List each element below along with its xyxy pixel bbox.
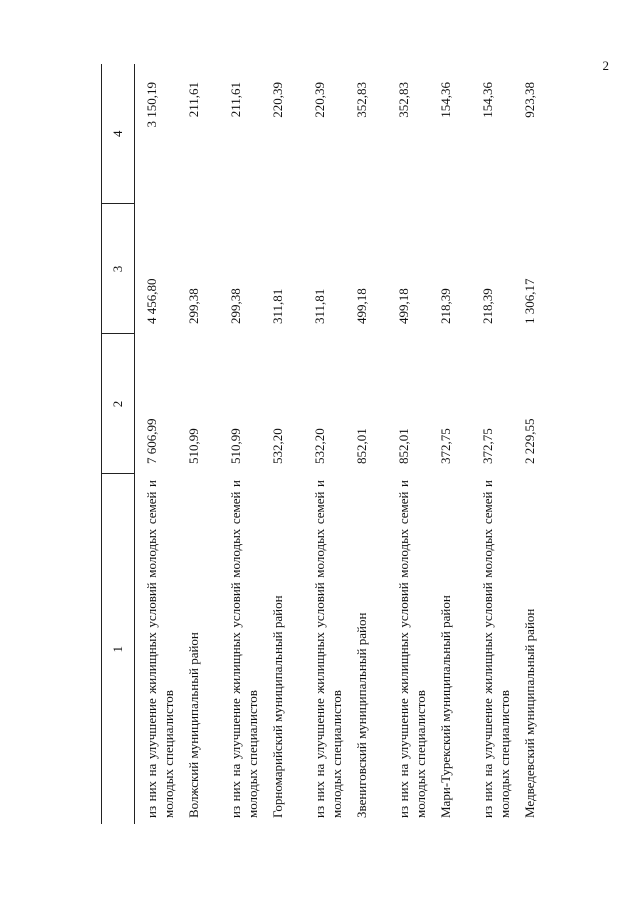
column-header-4: 4 <box>102 64 135 204</box>
row-value-col3: 311,81 <box>270 288 285 324</box>
table-row <box>353 64 395 824</box>
table-row <box>227 64 269 824</box>
row-name: из них на улучшение жилищных условий молодых семей и молодых специалистов <box>480 480 512 818</box>
row-value-col4: 3 150,19 <box>144 82 159 128</box>
column-header-1: 1 <box>102 474 135 824</box>
row-name: Звениговский муниципальный район <box>354 612 369 818</box>
row-name: Волжский муниципальный район <box>186 632 201 818</box>
column-header-3: 3 <box>102 204 135 334</box>
row-value-col2: 532,20 <box>312 428 327 464</box>
row-value-col4: 352,83 <box>354 82 369 118</box>
row-value-col3: 499,18 <box>396 288 411 324</box>
row-value-col2: 852,01 <box>354 428 369 464</box>
row-value-col2: 510,99 <box>186 428 201 464</box>
row-value-col4: 154,36 <box>480 82 495 118</box>
row-value-col3: 218,39 <box>480 288 495 324</box>
row-value-col4: 220,39 <box>270 82 285 118</box>
row-name: из них на улучшение жилищных условий молодых семей и молодых специалистов <box>396 480 428 818</box>
row-value-col3: 218,39 <box>438 288 453 324</box>
table-row <box>395 64 437 824</box>
header-row <box>102 64 135 824</box>
table-row <box>437 64 479 824</box>
row-value-col3: 299,38 <box>228 288 243 324</box>
table-row <box>521 64 563 824</box>
row-name: из них на улучшение жилищных условий молодых семей и молодых специалистов <box>144 480 176 818</box>
row-value-col2: 510,99 <box>228 428 243 464</box>
funding-table <box>101 64 563 824</box>
row-value-col2: 7 606,99 <box>144 418 159 464</box>
row-value-col4: 211,61 <box>186 82 201 118</box>
row-name: Медведевский муниципальный район <box>522 608 537 818</box>
row-value-col2: 2 229,55 <box>522 418 537 464</box>
row-value-col3: 1 306,17 <box>522 278 537 324</box>
row-name: Горномарийский муниципальный район <box>270 595 285 818</box>
row-value-col2: 372,75 <box>438 428 453 464</box>
rotated-table-sheet <box>101 64 621 824</box>
row-name: из них на улучшение жилищных условий молодых семей и молодых специалистов <box>228 480 260 818</box>
table-row <box>185 64 227 824</box>
row-value-col2: 532,20 <box>270 428 285 464</box>
row-value-col3: 4 456,80 <box>144 278 159 324</box>
row-value-col4: 352,83 <box>396 82 411 118</box>
row-value-col4: 154,36 <box>438 82 453 118</box>
row-value-col4: 220,39 <box>312 82 327 118</box>
row-value-col2: 852,01 <box>396 428 411 464</box>
row-value-col3: 299,38 <box>186 288 201 324</box>
row-value-col2: 372,75 <box>480 428 495 464</box>
row-name: Мари-Турекский муниципальный район <box>438 595 453 818</box>
row-value-col4: 923,38 <box>522 82 537 118</box>
table-row <box>135 64 186 824</box>
table-row <box>311 64 353 824</box>
row-value-col3: 311,81 <box>312 288 327 324</box>
row-name: из них на улучшение жилищных условий молодых семей и молодых специалистов <box>312 480 344 818</box>
page-number: 2 <box>602 58 609 73</box>
row-value-col4: 211,61 <box>228 82 243 118</box>
table-row <box>269 64 311 824</box>
table-row <box>479 64 521 824</box>
row-value-col3: 499,18 <box>354 288 369 324</box>
column-header-2: 2 <box>102 334 135 474</box>
